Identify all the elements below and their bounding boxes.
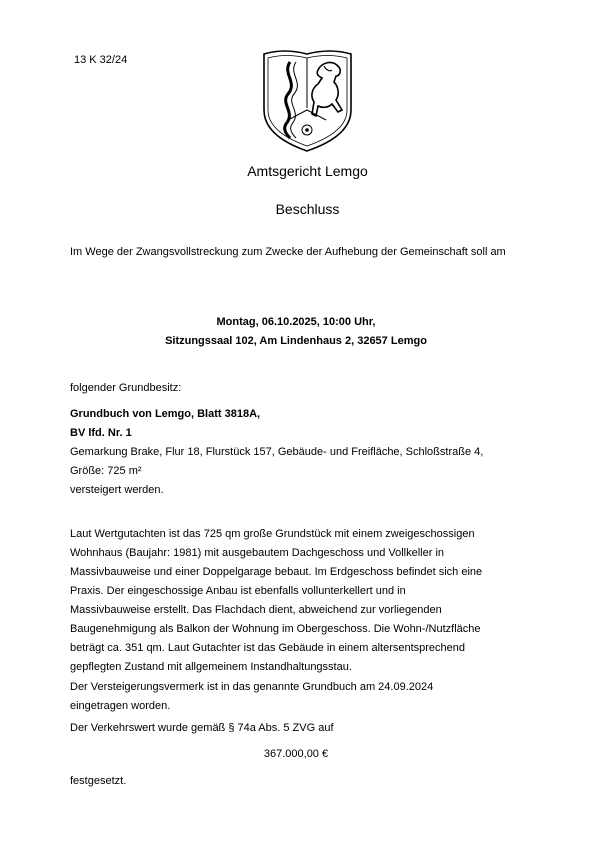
description-line: Praxis. Der eingeschossige Anbau ist ebenfalls vollunterkellert und in <box>70 585 406 597</box>
property-details-2: Größe: 725 m² <box>70 465 142 477</box>
document-title: Beschluss <box>275 201 340 217</box>
description-line: gepflegten Zustand mit allgemeinem Instandhaltungsstau. <box>70 661 352 673</box>
description-line: Laut Wertgutachten ist das 725 qm große Grundstück mit einem zweigeschossigen <box>70 528 475 540</box>
valuation-amount: 367.000,00 € <box>263 748 329 760</box>
property-intro: folgender Grundbesitz: <box>70 382 182 394</box>
description-line: beträgt ca. 351 qm. Laut Gutachter ist das Gebäude in einem altersentsprechend <box>70 642 466 654</box>
property-block <box>70 405 540 500</box>
case-number: 13 K 32/24 <box>74 54 128 66</box>
appointment-location: Sitzungssaal 102, Am Lindenhaus 2, 32657 Lemgo <box>165 335 427 347</box>
property-action: versteigert werden. <box>70 484 164 496</box>
description-line: Baugenehmigung als Balkon der Wohnung im Obergeschoss. Die Wohn-/Nutzfläche <box>70 623 481 635</box>
property-item: BV lfd. Nr. 1 <box>70 427 132 439</box>
coat-of-arms-icon <box>260 48 355 153</box>
valuation-closing: festgesetzt. <box>70 775 127 787</box>
description-paragraph <box>70 525 530 677</box>
property-details-1: Gemarkung Brake, Flur 18, Flurstück 157, Gebäude- und Freifläche, Schloßstraße 4, <box>70 446 484 458</box>
appointment-block <box>0 313 592 351</box>
vermerk-line: eingetragen worden. <box>70 700 171 712</box>
vermerk-line: Der Versteigerungsvermerk ist in das genannte Grundbuch am 24.09.2024 <box>70 681 434 693</box>
vermerk-paragraph <box>70 678 530 716</box>
property-register: Grundbuch von Lemgo, Blatt 3818A, <box>70 408 261 420</box>
valuation-label: Der Verkehrswert wurde gemäß § 74a Abs. 5 ZVG auf <box>70 722 334 734</box>
intro-text: Im Wege der Zwangsvollstreckung zum Zwecke der Aufhebung der Gemeinschaft soll am <box>70 246 506 258</box>
description-line: Massivbauweise erstellt. Das Flachdach dient, abweichend zur vorliegenden <box>70 604 442 616</box>
court-name: Amtsgericht Lemgo <box>247 163 368 179</box>
description-line: Massivbauweise und einer Doppelgarage bebaut. Im Erdgeschoss befindet sich eine <box>70 566 483 578</box>
appointment-date: Montag, 06.10.2025, 10:00 Uhr, <box>216 316 376 328</box>
description-line: Wohnhaus (Baujahr: 1981) mit ausgebautem Dachgeschoss und Vollkeller in <box>70 547 445 559</box>
